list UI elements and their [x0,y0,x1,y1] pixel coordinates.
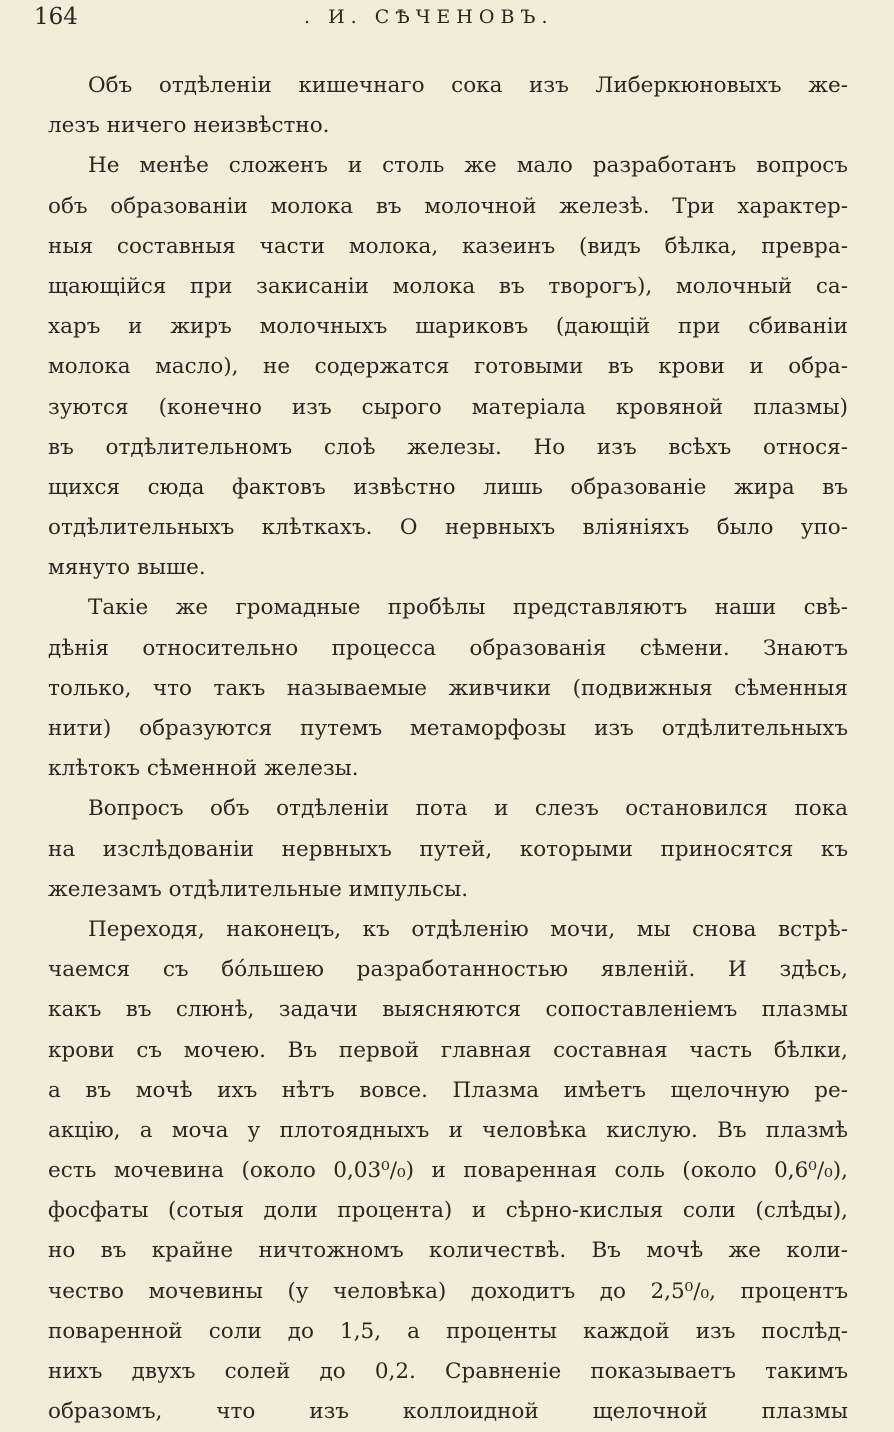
text-line: ныя составныя части молока, казеинъ (видъ бѣлка, превра- [48,233,848,259]
text-line: Не менѣе сложенъ и столь же мало разработанъ вопросъ [88,153,848,179]
text-line: лезъ ничего неизвѣстно. [48,113,330,139]
text-line: образомъ, что изъ коллоидной щелочной плазмы [48,1399,848,1425]
text-line: объ образованiи молока въ молочной железѣ. Три характер- [48,193,848,219]
page-header [34,4,860,34]
text-line: щающiйся при закисанiи молока въ творогъ), молочный са- [48,273,848,299]
text-line: какъ въ слюнѣ, задачи выясняются сопоставленiемъ плазмы [48,997,848,1023]
text-line: дѣнiя относительно процесса образованiя сѣмени. Знаютъ [48,635,848,661]
text-line: клѣтокъ сѣменной железы. [48,756,359,782]
running-head: . И. СѢЧЕНОВЪ. [304,6,554,28]
text-line: поваренной соли до 1,5, а проценты каждой изъ послѣд- [48,1318,848,1344]
text-line: въ отдѣлительномъ слоѣ железы. Но изъ всѣхъ относя- [48,434,848,460]
text-line: акцiю, а моча у плотоядныхъ и человѣка кислую. Въ плазмѣ [48,1117,848,1143]
text-line: зуются (конечно изъ сырого матерiала кровяной плазмы) [48,394,848,420]
text-line: Такiе же громадные пробѣлы представляютъ наши свѣ- [88,595,848,621]
text-line: а въ мочѣ ихъ нѣтъ вовсе. Плазма имѣетъ щелочную ре- [48,1077,848,1103]
text-line: щихся сюда фактовъ извѣстно лишь образованiе жира въ [48,474,848,500]
text-line: Объ отдѣленiи кишечнаго сока изъ Либеркюновыхъ же- [88,73,848,98]
text-line: Переходя, наконецъ, къ отдѣленiю мочи, мы снова встрѣ- [88,916,848,942]
text-line: крови съ мочею. Въ первой главная составная часть бѣлки, [48,1037,848,1063]
text-line: молока масло), не содержатся готовыми въ крови и обра- [48,354,848,380]
text-line: харъ и жиръ молочныхъ шариковъ (дающiй при сбиванiи [48,314,848,340]
text-line: чество мочевины (у человѣка) доходитъ до 2,5⁰/₀, процентъ [48,1278,848,1304]
text-line: отдѣлительныхъ клѣткахъ. О нервныхъ влiянiяхъ было упо- [48,515,848,541]
text-line: фосфаты (сотыя доли процента) и сѣрно-кислыя соли (слѣды), [48,1198,848,1224]
text-line: есть мочевина (около 0,03⁰/₀) и поваренная соль (около 0,6⁰/₀), [48,1158,848,1184]
text-line: мянуто выше. [48,555,206,581]
text-line: железамъ отдѣлительные импульсы. [48,876,469,902]
text-line: чаемся съ бóльшею разработанностью явленiй. И здѣсь, [48,957,848,983]
text-line: нихъ двухъ солей до 0,2. Сравненiе показываетъ такимъ [48,1359,848,1384]
text-line: Вопросъ объ отдѣленiи пота и слезъ остановился пока [88,796,848,822]
text-line: на изслѣдованiи нервныхъ путей, которыми приносятся къ [48,836,848,862]
text-line: но въ крайне ничтожномъ количествѣ. Въ мочѣ же коли- [48,1238,848,1264]
body-text [48,66,848,1432]
text-line: нити) образуются путемъ метаморфозы изъ отдѣлительныхъ [48,716,848,741]
text-line: только, что такъ называемые живчики (подвижныя сѣменныя [48,675,848,701]
page-number: 164 [34,4,78,30]
